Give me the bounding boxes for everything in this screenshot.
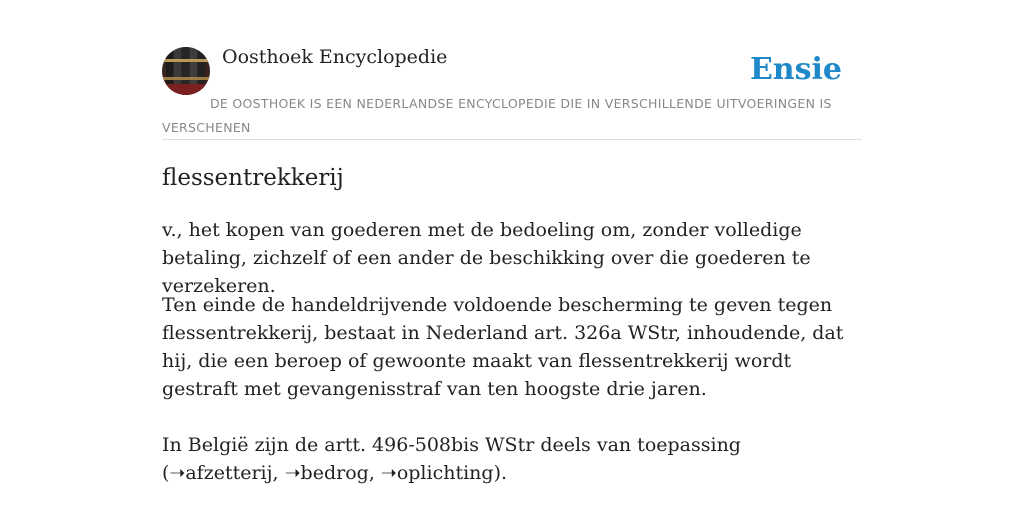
entry-title: flessentrekkerij [162,165,344,191]
site-name[interactable]: Oosthoek Encyclopedie [222,46,448,68]
paragraph-end: ). [493,462,508,484]
header-divider [162,139,862,140]
entry-paragraph-belgium [162,431,862,487]
paragraph-text: In België zijn de artt. 496-508bis WStr deels van toepassing ( [162,434,741,484]
arrow-icon: ➝ [284,462,301,484]
arrow-icon: ➝ [169,462,186,484]
separator: , [368,462,381,484]
xref-afzetterij-link[interactable]: afzetterij [185,462,273,484]
site-tagline: DE OOSTHOEK IS EEN NEDERLANDSE ENCYCLOPEDIE DIE IN VERSCHILLENDE UITVOERINGEN IS VERSCHENEN [162,96,832,135]
arrow-icon: ➝ [380,462,397,484]
entry-paragraph: Ten einde de handeldrijvende voldoende bescherming te geven tegen flessentrekkerij, bestaat in Nederland art. 326a WStr, inhoudende, dat hij, die een beroep of gewoonte maakt van flessentrekkerij wordt gestraft met gevangenisstraf van ten hoogste drie jaren. [162,294,844,400]
brand-logo[interactable]: Ensie [749,52,842,87]
xref-oplichting-link[interactable]: oplichting [396,462,494,484]
separator: , [272,462,285,484]
xref-bedrog-link[interactable]: bedrog [300,462,369,484]
entry-definition: v., het kopen van goederen met de bedoeling om, zonder volledige betaling, zichzelf of een ander de beschikking over die goederen te verzekeren. [162,219,811,297]
encyclopedia-avatar[interactable] [162,47,210,95]
